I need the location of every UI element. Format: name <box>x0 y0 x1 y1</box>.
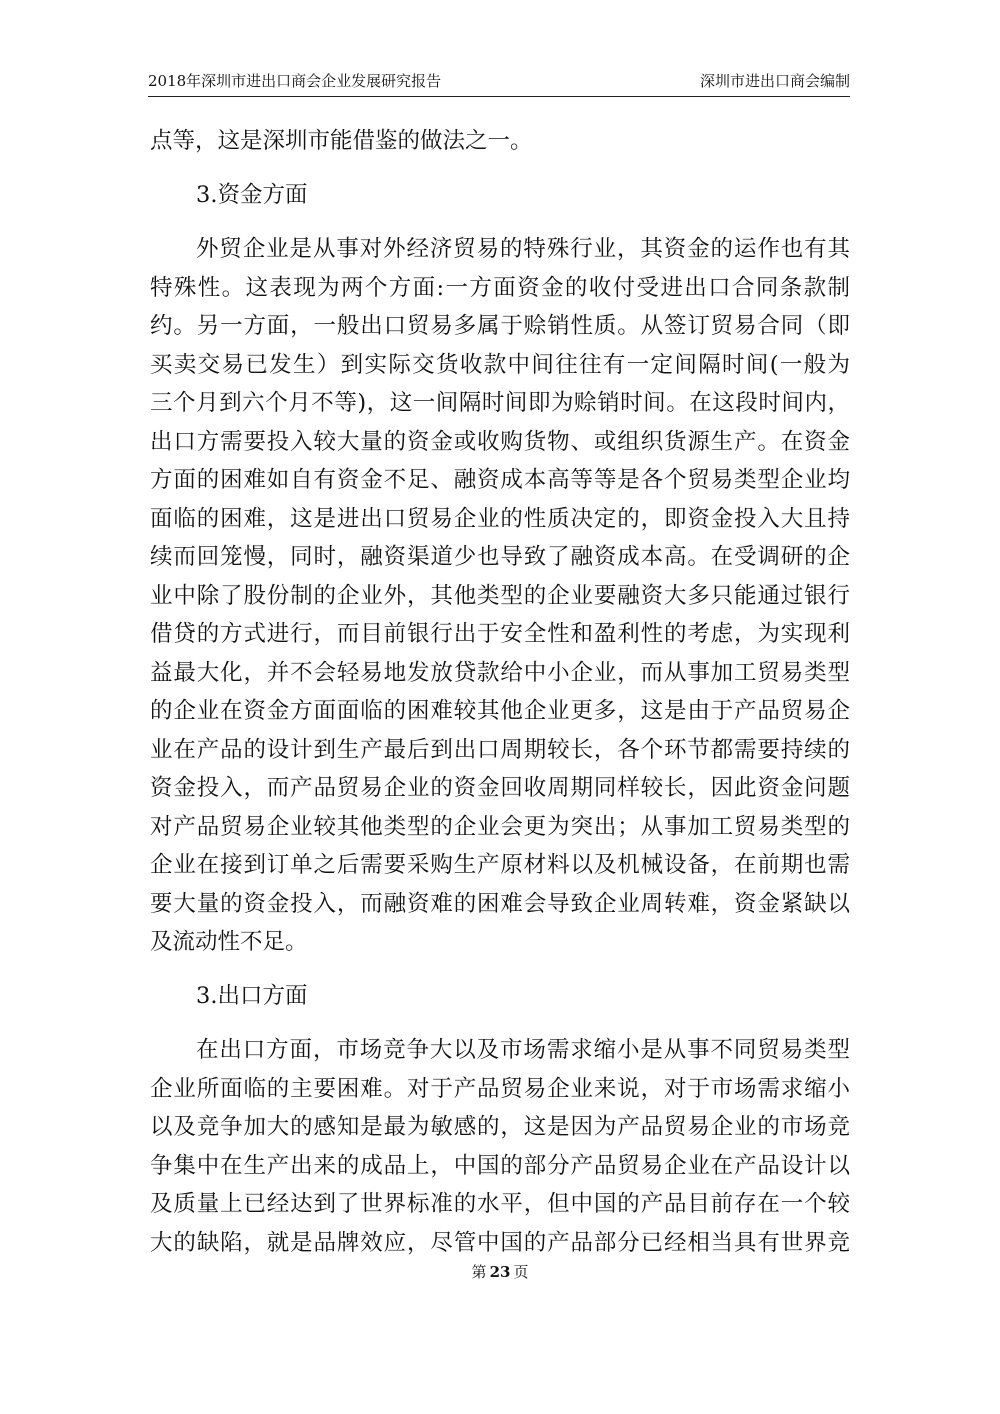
text-line: 对产品贸易企业较其他类型的企业会更为突出；从事加工贸易类型的 <box>150 813 850 840</box>
text-line: 业中除了股份制的企业外，其他类型的企业要融资大多只能通过银行 <box>150 582 850 609</box>
text-line: 续而回笼慢，同时，融资渠道少也导致了融资成本高。在受调研的企 <box>150 544 850 570</box>
text-line: 要大量的资金投入，而融资难的困难会导致企业周转难，资金紧缺以 <box>150 890 850 917</box>
text-line: 大的缺陷，就是品牌效应，尽管中国的产品部分已经相当具有世界竞 <box>150 1229 850 1256</box>
text-line: 三个月到六个月不等)，这一间隔时间即为赊销时间。在这段时间内， <box>150 390 850 416</box>
text-line: 以及竞争加大的感知是最为敏感的，这是因为产品贸易企业的市场竞 <box>150 1114 850 1140</box>
section-heading-funding: 3.资金方面 <box>196 182 308 208</box>
paragraph-funding <box>150 230 850 962</box>
page-body <box>150 122 850 1262</box>
text-line: 及质量上已经达到了世界标准的水平，但中国的产品目前存在一个较 <box>150 1191 850 1217</box>
section-heading-export: 3.出口方面 <box>196 983 308 1009</box>
text-line: 点等，这是深圳市能借鉴的做法之一。 <box>150 128 533 154</box>
text-line: 约。另一方面，一般出口贸易多属于赊销性质。从签订贸易合同（即 <box>150 313 850 339</box>
text-line: 争集中在生产出来的成品上，中国的部分产品贸易企业在产品设计以 <box>150 1152 850 1179</box>
text-line: 及流动性不足。 <box>150 929 308 955</box>
page-number: 23 <box>489 1263 511 1281</box>
text-line: 益最大化，并不会轻易地发放贷款给中小企业，而从事加工贸易类型 <box>150 659 850 686</box>
text-line: 的企业在资金方面面临的困难较其他企业更多，这是由于产品贸易企 <box>150 698 850 724</box>
page-header <box>148 66 850 97</box>
page-number-suffix: 页 <box>513 1263 529 1281</box>
text-line: 特殊性。这表现为两个方面:一方面资金的收付受进出口合同条款制 <box>150 274 850 301</box>
publisher-name: 深圳市进出口商会编制 <box>699 72 850 90</box>
paragraph-export <box>150 1031 850 1262</box>
text-line: 在出口方面，市场竞争大以及市场需求缩小是从事不同贸易类型 <box>196 1037 850 1063</box>
text-line: 买卖交易已发生）到实际交货收款中间往往有一定间隔时间(一般为 <box>150 351 850 378</box>
page-number-prefix: 第 <box>471 1263 487 1281</box>
text-line: 资金投入，而产品贸易企业的资金回收周期同样较长，因此资金问题 <box>150 775 850 801</box>
text-line: 出口方需要投入较大量的资金或收购货物、或组织货源生产。在资金 <box>150 428 850 455</box>
text-line: 方面的困难如自有资金不足、融资成本高等等是各个贸易类型企业均 <box>150 467 850 493</box>
text-line: 业在产品的设计到生产最后到出口周期较长，各个环节都需要持续的 <box>150 736 850 763</box>
text-line: 外贸企业是从事对外经济贸易的特殊行业，其资金的运作也有其 <box>196 236 850 262</box>
text-line: 面临的困难，这是进出口贸易企业的性质决定的，即资金投入大且持 <box>150 505 850 532</box>
page-footer <box>0 1262 1000 1282</box>
paragraph-continuation <box>150 122 850 161</box>
text-line: 企业所面临的主要困难。对于产品贸易企业来说，对于市场需求缩小 <box>150 1075 850 1102</box>
report-title: 2018年深圳市进出口商会企业发展研究报告 <box>148 72 442 90</box>
text-line: 企业在接到订单之后需要采购生产原材料以及机械设备，在前期也需 <box>150 852 850 878</box>
text-line: 借贷的方式进行，而目前银行出于安全性和盈利性的考虑，为实现利 <box>150 621 850 647</box>
